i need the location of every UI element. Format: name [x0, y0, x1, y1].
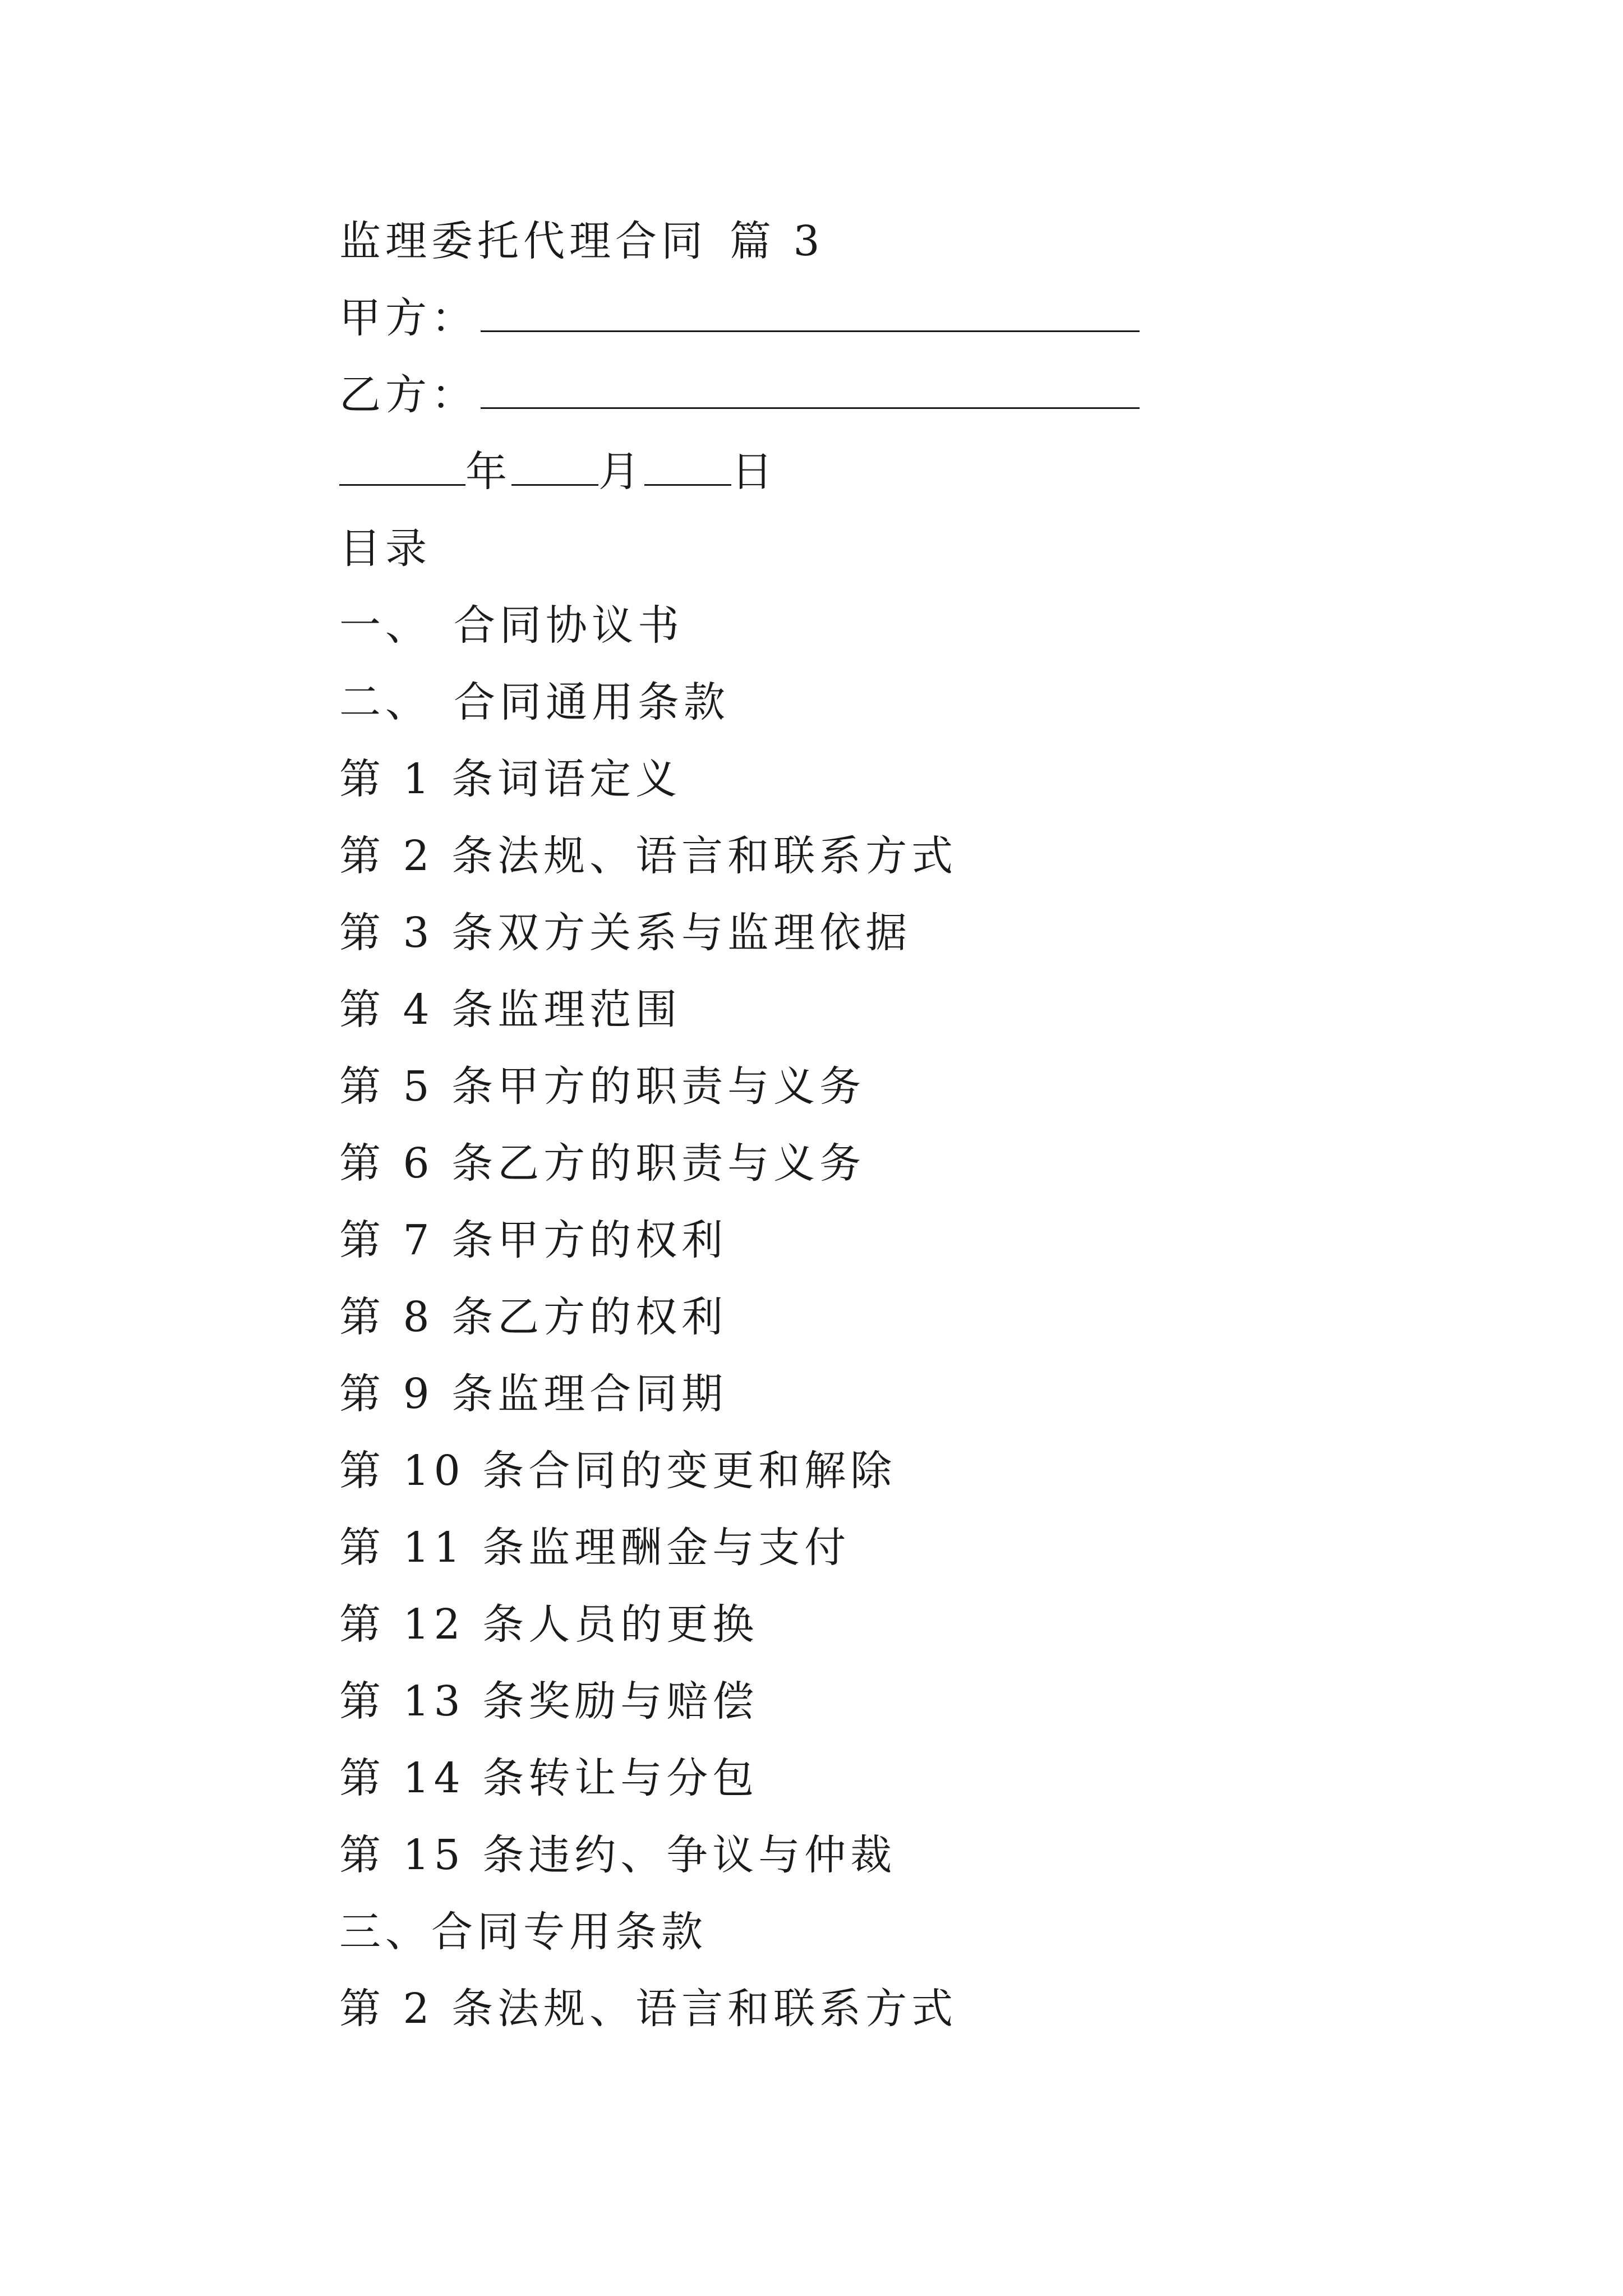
article-item: 第 14 条转让与分包 [339, 1754, 759, 1802]
year-blank [339, 449, 465, 486]
article-item: 第 6 条乙方的职责与义务 [339, 1139, 866, 1188]
party-a-label: 甲方： [339, 294, 477, 342]
toc-item-number: 一、 [339, 601, 431, 650]
document-title [339, 213, 1349, 290]
article-item: 第 1 条词语定义 [339, 755, 682, 803]
year-label: 年 [465, 448, 511, 496]
party-b-blank [481, 372, 1140, 409]
toc-heading-text: 目录 [339, 524, 431, 573]
day-label: 日 [731, 448, 777, 496]
document-content [339, 213, 1349, 2058]
article-item: 第 11 条监理酬金与支付 [339, 1524, 851, 1572]
toc-item-number: 二、 [339, 678, 431, 726]
article-item: 第 5 条甲方的职责与义务 [339, 1062, 866, 1111]
toc-item [339, 597, 1349, 674]
article-item: 第 3 条双方关系与监理依据 [339, 909, 912, 957]
date-line [339, 444, 1349, 521]
toc-item [339, 674, 1349, 751]
title-suffix: 篇 3 [730, 217, 824, 265]
article-item: 第 13 条奖励与赔偿 [339, 1677, 759, 1726]
party-a-blank [481, 296, 1140, 332]
month-label: 月 [598, 448, 644, 496]
article-item: 第 12 条人员的更换 [339, 1600, 759, 1649]
party-b-line [339, 367, 1349, 444]
article-item: 第 7 条甲方的权利 [339, 1216, 728, 1264]
month-blank [511, 449, 598, 486]
party-b-label: 乙方： [339, 371, 477, 419]
article-item: 第 9 条监理合同期 [339, 1370, 728, 1418]
article-item: 第 4 条监理范围 [339, 986, 682, 1034]
article-item: 第 10 条合同的变更和解除 [339, 1447, 897, 1495]
toc-item-text: 合同通用条款 [454, 678, 730, 726]
article-item: 第 2 条法规、语言和联系方式 [339, 1985, 958, 2033]
article-item: 第 15 条违约、争议与仲裁 [339, 1831, 897, 1879]
party-a-line [339, 290, 1349, 367]
toc-heading [339, 521, 1349, 597]
section-three-heading: 三、合同专用条款 [339, 1908, 707, 1956]
article-item: 第 2 条法规、语言和联系方式 [339, 832, 958, 880]
article-item: 第 8 条乙方的权利 [339, 1293, 728, 1341]
toc-item-text: 合同协议书 [454, 601, 684, 650]
title-text: 监理委托代理合同 [339, 217, 707, 265]
day-blank [644, 449, 731, 486]
